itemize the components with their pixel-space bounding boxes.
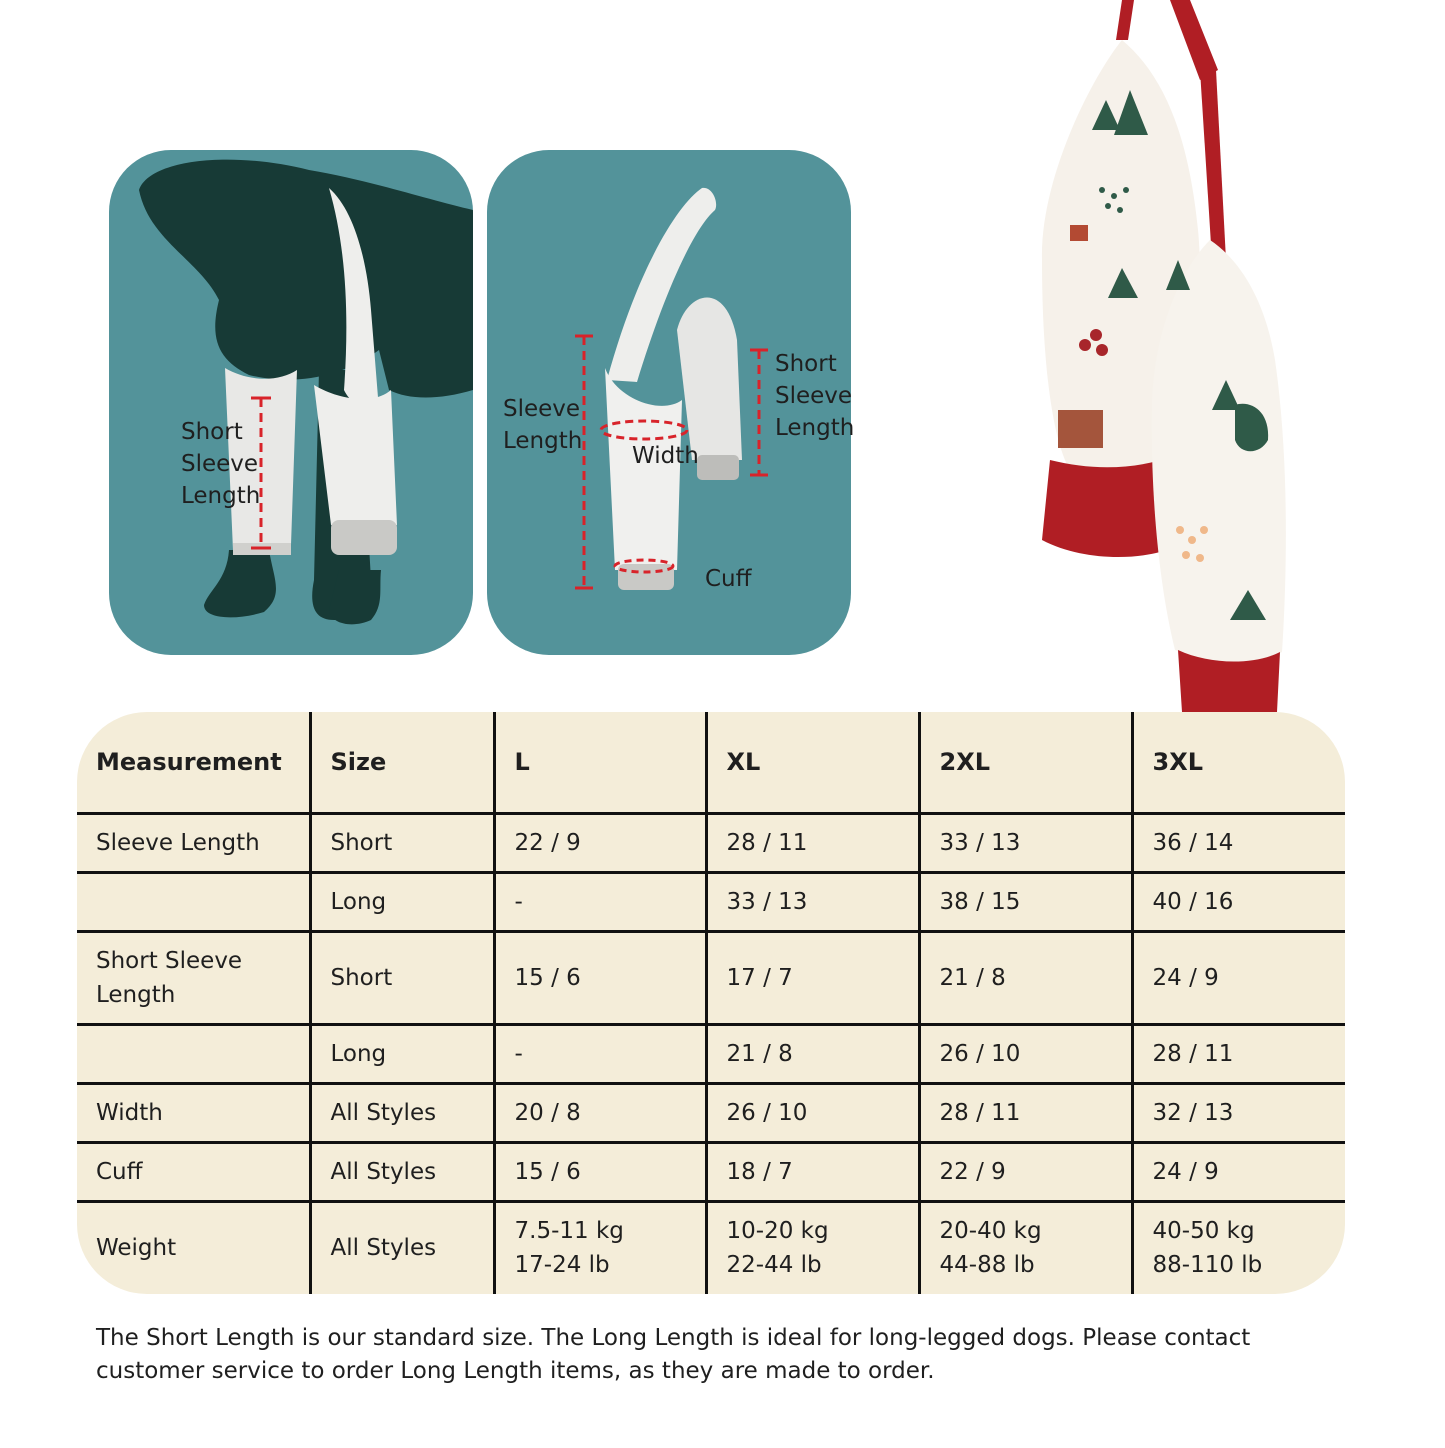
cell-size: All Styles [310,1083,494,1142]
footnote: The Short Length is our standard size. The Long Length is ideal for long-legged dogs. Please contact customer service to order Long Length items, as they are made to order. [96,1325,1251,1384]
cell-xl: 26 / 10 [706,1083,919,1142]
cell-xl: 28 / 11 [706,813,919,872]
cell-measurement: Short Sleeve Length [77,931,310,1024]
table-row [77,931,1345,1024]
cell-measurement: Sleeve Length [77,813,310,872]
header-3xl: 3XL [1132,712,1345,813]
product-photo [1030,0,1300,712]
header-2xl: 2XL [919,712,1132,813]
cell-2xl: 20-40 kg 44-88 lb [919,1201,1132,1294]
short-sleeve-length-label: Short Sleeve Length [181,419,261,509]
size-chart-table [77,712,1345,1294]
cell-3xl: 32 / 13 [1132,1083,1345,1142]
cell-3xl: 40-50 kg 88-110 lb [1132,1201,1345,1294]
cell-size: Long [310,872,494,931]
cell-l: 15 / 6 [494,931,706,1024]
table-row [77,1201,1345,1294]
cell-l: - [494,1024,706,1083]
cell-measurement: Weight [77,1201,310,1294]
cell-l: 22 / 9 [494,813,706,872]
cell-2xl: 33 / 13 [919,813,1132,872]
cell-size: All Styles [310,1201,494,1294]
cuff-label: Cuff [705,566,752,592]
cell-size: Short [310,931,494,1024]
cell-size: Long [310,1024,494,1083]
cell-3xl: 40 / 16 [1132,872,1345,931]
hanging-garment-image [1030,0,1300,712]
cell-3xl: 36 / 14 [1132,813,1345,872]
dog-wearing-sleeves-illustration [109,150,473,655]
table-row [77,813,1345,872]
cell-xl: 33 / 13 [706,872,919,931]
cell-2xl: 28 / 11 [919,1083,1132,1142]
cell-l: 20 / 8 [494,1083,706,1142]
header-l: L [494,712,706,813]
header-measurement: Measurement [77,712,310,813]
cell-size: All Styles [310,1142,494,1201]
short-sleeve-length-label-right: Short Sleeve Length [775,351,855,441]
cell-l: 7.5-11 kg 17-24 lb [494,1201,706,1294]
cell-2xl: 38 / 15 [919,872,1132,931]
garment-diagram-panel [487,150,855,655]
table-row [77,1142,1345,1201]
cell-2xl: 21 / 8 [919,931,1132,1024]
table-row [77,1024,1345,1083]
cell-2xl: 22 / 9 [919,1142,1132,1201]
cell-l: 15 / 6 [494,1142,706,1201]
size-chart-table-container [77,712,1345,1294]
cell-measurement [77,872,310,931]
cell-size: Short [310,813,494,872]
table-row [77,1083,1345,1142]
cell-l: - [494,872,706,931]
cell-measurement: Cuff [77,1142,310,1201]
cell-2xl: 26 / 10 [919,1024,1132,1083]
cell-xl: 17 / 7 [706,931,919,1024]
table-header-row [77,712,1345,813]
cell-xl: 10-20 kg 22-44 lb [706,1201,919,1294]
cell-measurement: Width [77,1083,310,1142]
cell-measurement [77,1024,310,1083]
width-label: Width [632,443,699,469]
table-row [77,872,1345,931]
header-xl: XL [706,712,919,813]
dog-diagram-panel [109,150,473,655]
sleeve-length-label: Sleeve Length [503,396,583,454]
cell-3xl: 24 / 9 [1132,1142,1345,1201]
cell-3xl: 28 / 11 [1132,1024,1345,1083]
header-size: Size [310,712,494,813]
cell-xl: 18 / 7 [706,1142,919,1201]
cell-xl: 21 / 8 [706,1024,919,1083]
cell-3xl: 24 / 9 [1132,931,1345,1024]
